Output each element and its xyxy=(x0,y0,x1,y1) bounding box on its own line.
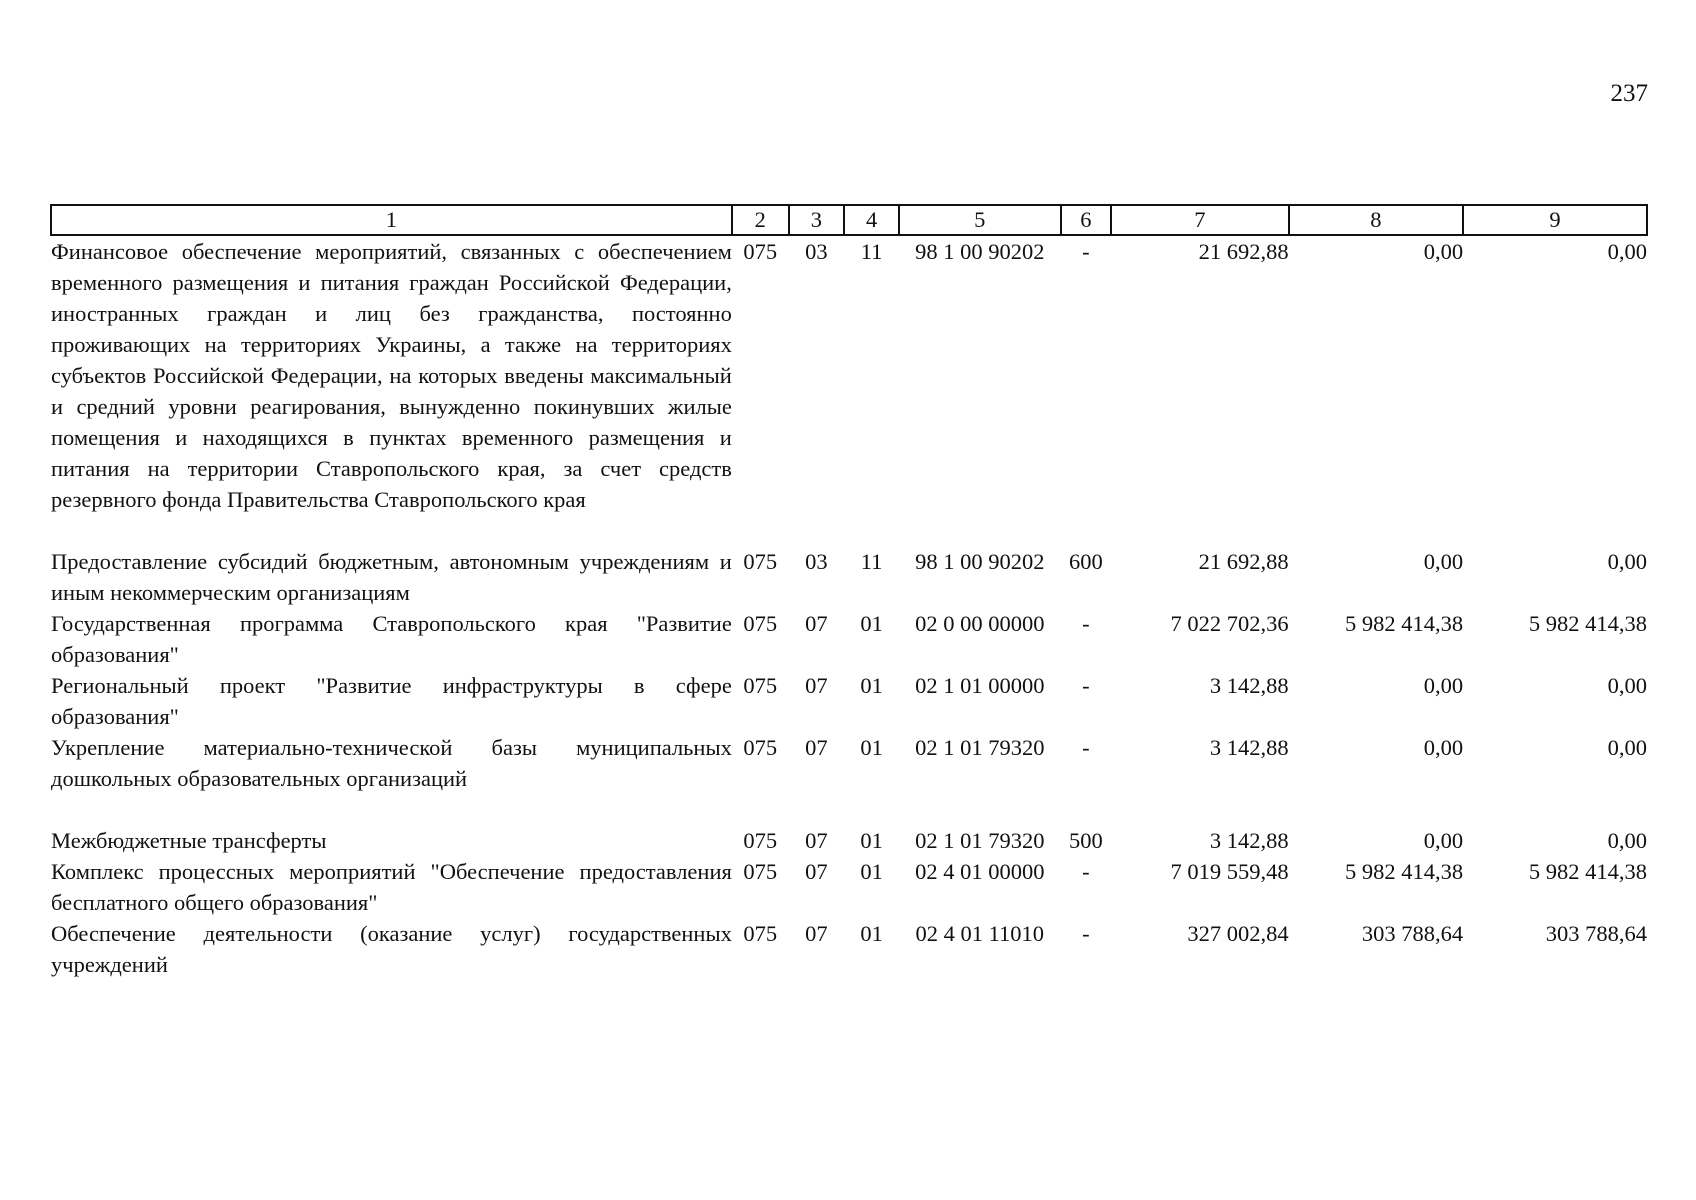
row-sum-3: 303 788,64 xyxy=(1545,921,1647,946)
row-sum-2: 0,00 xyxy=(1423,549,1464,574)
row-sum-1: 21 692,88 xyxy=(1198,239,1289,264)
row-sum-1: 327 002,84 xyxy=(1187,921,1289,946)
row-sum-2: 0,00 xyxy=(1423,735,1464,760)
column-header-8: 8 xyxy=(1289,205,1463,235)
row-ministry-code: 075 xyxy=(743,735,778,760)
row-subsection-code: 11 xyxy=(860,549,883,574)
row-subsection-code: 01 xyxy=(860,673,883,698)
column-header-7: 7 xyxy=(1111,205,1289,235)
row-ministry-code: 075 xyxy=(743,921,778,946)
row-sum-3: 5 982 414,38 xyxy=(1528,611,1647,636)
row-name: Межбюджетные трансферты xyxy=(51,828,327,853)
row-section-code: 03 xyxy=(805,239,828,264)
column-header-6: 6 xyxy=(1061,205,1111,235)
table-header xyxy=(51,205,1647,235)
column-header-3: 3 xyxy=(789,205,845,235)
row-sum-1: 3 142,88 xyxy=(1209,735,1289,760)
header-row xyxy=(51,205,1647,235)
row-section-code: 07 xyxy=(805,611,828,636)
row-sum-1: 7 022 702,36 xyxy=(1170,611,1289,636)
row-name: Государственная программа Ставропольского края "Развитие образования" xyxy=(51,611,732,667)
column-header-5: 5 xyxy=(899,205,1061,235)
row-sum-2: 0,00 xyxy=(1423,828,1464,853)
row-sum-2: 5 982 414,38 xyxy=(1344,859,1464,884)
budget-table xyxy=(50,204,1648,980)
row-sum-3: 0,00 xyxy=(1607,549,1647,574)
row-sum-1: 21 692,88 xyxy=(1198,549,1289,574)
row-name: Предоставление субсидий бюджетным, автономным учреждениям и иным некоммерческим организациям xyxy=(51,549,732,605)
row-sum-3: 5 982 414,38 xyxy=(1528,859,1647,884)
row-expense-type-code: - xyxy=(1082,673,1090,698)
row-expense-type-code: - xyxy=(1082,859,1090,884)
row-expense-type-code: - xyxy=(1082,611,1090,636)
column-header-2: 2 xyxy=(732,205,789,235)
row-target-code: 02 4 01 11010 xyxy=(915,921,1045,946)
row-name: Региональный проект "Развитие инфраструктуры в сфере образования" xyxy=(51,673,732,729)
row-sum-1: 3 142,88 xyxy=(1209,673,1289,698)
row-name: Укрепление материально-технической базы муниципальных дошкольных образовательных организаций xyxy=(51,735,732,791)
row-expense-type-code: - xyxy=(1082,735,1090,760)
row-sum-3: 0,00 xyxy=(1607,673,1647,698)
row-name: Комплекс процессных мероприятий "Обеспечение предоставления бесплатного общего образования" xyxy=(51,859,732,915)
row-subsection-code: 01 xyxy=(860,611,883,636)
row-ministry-code: 075 xyxy=(743,239,778,264)
row-sum-1: 3 142,88 xyxy=(1209,828,1289,853)
row-section-code: 07 xyxy=(805,828,828,853)
row-ministry-code: 075 xyxy=(743,549,778,574)
row-expense-type-code: 600 xyxy=(1069,549,1103,574)
row-subsection-code: 11 xyxy=(860,239,883,264)
row-sum-3: 0,00 xyxy=(1607,828,1647,853)
table-row xyxy=(51,732,1647,825)
table-row xyxy=(51,670,1647,732)
page-number: 237 xyxy=(1610,80,1648,107)
row-target-code: 98 1 00 90202 xyxy=(915,239,1045,264)
table-row xyxy=(51,608,1647,670)
row-sum-2: 5 982 414,38 xyxy=(1344,611,1464,636)
table-row xyxy=(51,235,1647,546)
table-row xyxy=(51,825,1647,856)
row-target-code: 02 4 01 00000 xyxy=(915,859,1045,884)
row-expense-type-code: 500 xyxy=(1069,828,1103,853)
row-sum-2: 0,00 xyxy=(1423,239,1464,264)
row-section-code: 07 xyxy=(805,673,828,698)
column-header-1: 1 xyxy=(51,205,732,235)
row-target-code: 02 0 00 00000 xyxy=(915,611,1045,636)
row-section-code: 07 xyxy=(805,859,828,884)
row-sum-3: 0,00 xyxy=(1607,735,1647,760)
row-target-code: 98 1 00 90202 xyxy=(915,549,1045,574)
row-expense-type-code: - xyxy=(1082,239,1090,264)
row-ministry-code: 075 xyxy=(743,673,778,698)
table-body xyxy=(51,235,1647,980)
row-name: Финансовое обеспечение мероприятий, связанных с обеспечением временного размещения и питания граждан Российской Федерации, иностранных граждан и лиц без гражданства, постоянно проживающих на территориях Украины, а также на территориях субъектов Российской Федерации, на которых введены максимальный и средний уровни реагирования, вынужденно покинувших жилые помещения и находящихся в пунктах временного размещения и питания на территории Ставропольского края, за счет средств резервного фонда Правительства Ставропольского края xyxy=(51,239,732,512)
row-subsection-code: 01 xyxy=(860,735,883,760)
row-sum-3: 0,00 xyxy=(1607,239,1647,264)
row-subsection-code: 01 xyxy=(860,859,883,884)
column-header-4: 4 xyxy=(844,205,899,235)
row-target-code: 02 1 01 79320 xyxy=(915,828,1045,853)
row-ministry-code: 075 xyxy=(743,611,778,636)
row-subsection-code: 01 xyxy=(860,828,883,853)
column-header-9: 9 xyxy=(1463,205,1647,235)
row-ministry-code: 075 xyxy=(743,859,778,884)
row-section-code: 07 xyxy=(805,735,828,760)
table-row xyxy=(51,918,1647,980)
row-sum-1: 7 019 559,48 xyxy=(1170,859,1289,884)
table-row xyxy=(51,546,1647,608)
row-expense-type-code: - xyxy=(1082,921,1090,946)
row-section-code: 07 xyxy=(805,921,828,946)
table-row xyxy=(51,856,1647,918)
row-section-code: 03 xyxy=(805,549,828,574)
row-target-code: 02 1 01 00000 xyxy=(915,673,1045,698)
row-target-code: 02 1 01 79320 xyxy=(915,735,1045,760)
row-sum-2: 303 788,64 xyxy=(1361,921,1464,946)
row-subsection-code: 01 xyxy=(860,921,883,946)
row-name: Обеспечение деятельности (оказание услуг) государственных учреждений xyxy=(51,921,732,977)
row-sum-2: 0,00 xyxy=(1423,673,1464,698)
row-ministry-code: 075 xyxy=(743,828,778,853)
